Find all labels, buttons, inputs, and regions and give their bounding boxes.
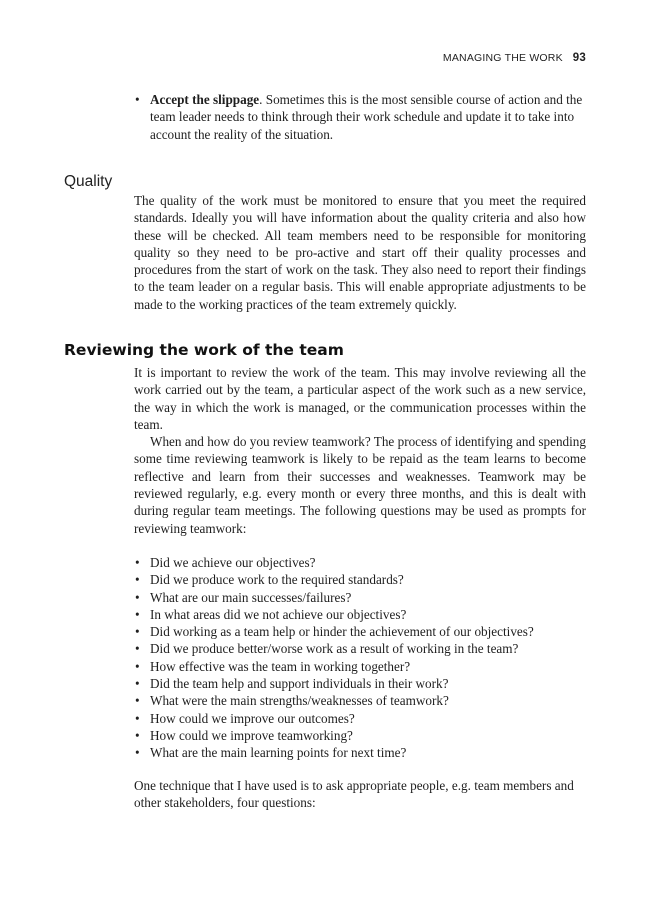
list-item: • Did the team help and support individuals in their work?: [134, 675, 586, 692]
running-head: [443, 52, 586, 64]
bullet-lead-term: Accept the slippage: [150, 92, 260, 107]
list-item: • What were the main strengths/weaknesses of teamwork?: [134, 692, 586, 709]
list-item: • What are the main learning points for next time?: [134, 744, 586, 761]
section-heading-reviewing: Reviewing the work of the team: [64, 341, 344, 359]
list-item: • How effective was the team in working together?: [134, 658, 586, 675]
running-title: MANAGING THE WORK: [442, 52, 563, 64]
reviewing-paragraph-2: When and how do you review teamwork? The process of identifying and spending some time reviewing teamwork is likely to be repaid as the team learns to become reflective and learn from their successes and weaknesses. Teamwork may be reviewed regularly, e.g. every month or every three months, and this is dealt with during regular team meetings. The following questions may be used as prompts for reviewing teamwork:: [134, 434, 586, 536]
list-item: • What are our main successes/failures?: [134, 589, 586, 606]
reviewing-paragraph-1: It is important to review the work of the team. This may involve reviewing all the work carried out by the team, a particular aspect of the work such as a new service, the way in which the work is managed, or the communication processes within the team.: [134, 365, 586, 432]
list-item: • How could we improve teamworking?: [134, 727, 586, 744]
list-item: • Did we achieve our objectives?: [134, 554, 586, 571]
closing-body: [134, 777, 586, 812]
accept-slippage-bullet-list: [134, 91, 586, 143]
page-number: 93: [572, 52, 586, 64]
list-item: • How could we improve our outcomes?: [134, 710, 586, 727]
quality-body: [134, 192, 586, 313]
list-item: • Did working as a team help or hinder the achievement of our objectives?: [134, 623, 586, 640]
review-questions-list: [134, 554, 586, 762]
closing-paragraph: One technique that I have used is to ask appropriate people, e.g. team members and other stakeholders, four questions:: [134, 778, 574, 811]
list-item: • In what areas did we not achieve our objectives?: [134, 606, 586, 623]
bullet-body-text: . Sometimes this is the most sensible course of action and the team leader needs to think through their work schedule and update it to take into account the reality of the situation.: [150, 92, 583, 142]
list-item: • Did we produce work to the required standards?: [134, 571, 586, 588]
list-item: [134, 91, 586, 143]
reviewing-body: [134, 364, 586, 537]
list-item: • Did we produce better/worse work as a result of working in the team?: [134, 640, 586, 657]
quality-paragraph: The quality of the work must be monitored to ensure that you meet the required standards. Ideally you will have information about the quality criteria and also how these will be checked. All team members need to be responsible for monitoring quality so they need to be pro-active and start off their quality processes and procedures from the start of work on the task. They also need to report their findings to the team leader on a regular basis. This will enable appropriate adjustments to be made to the working practices of the team extremely quickly.: [134, 193, 586, 312]
section-heading-quality: Quality: [64, 173, 113, 190]
